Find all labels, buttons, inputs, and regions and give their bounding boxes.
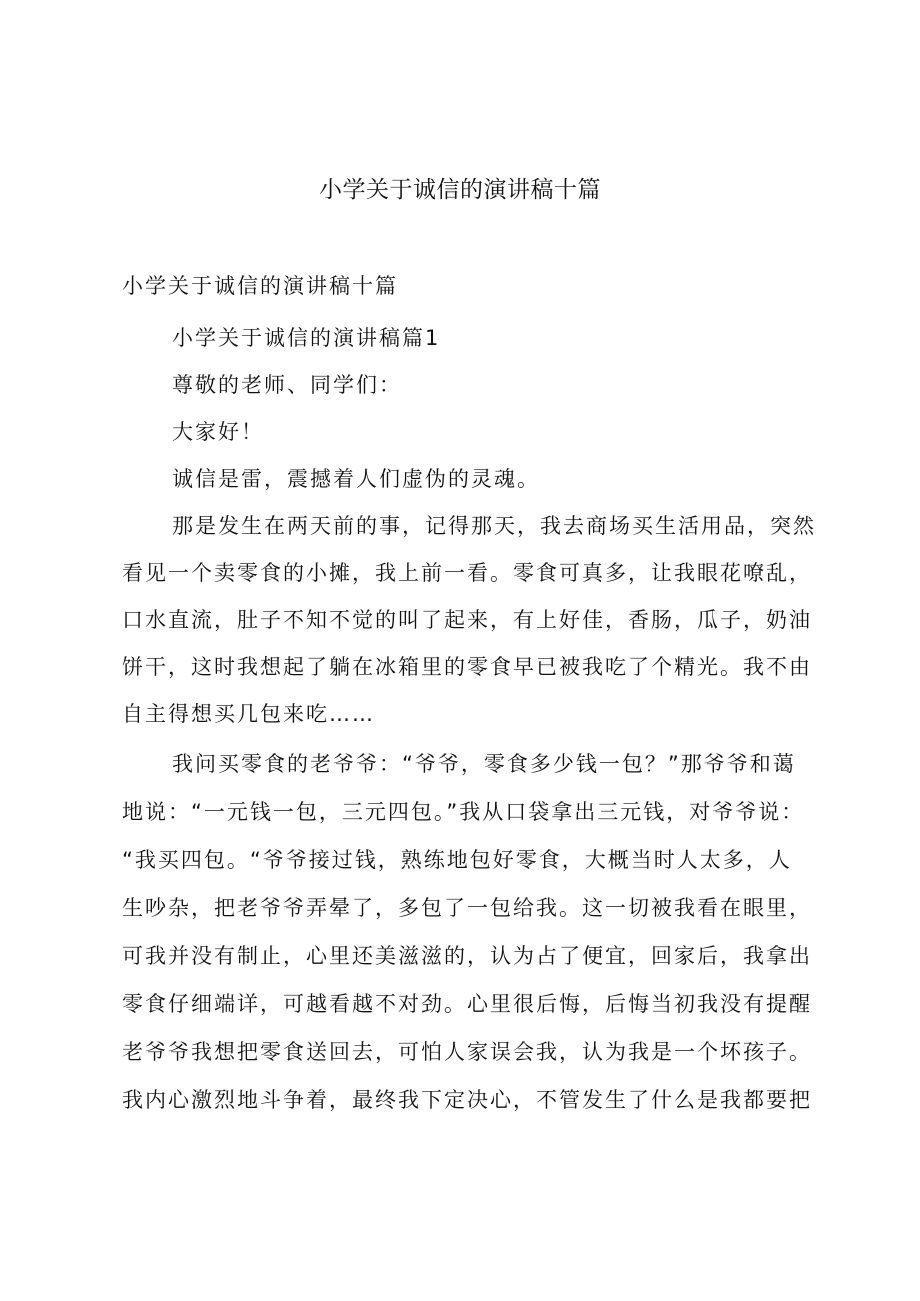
paragraph-line: 我问买零食的老爷爷：“爷爷，零食多少钱一包？”那爷爷和蔼	[172, 752, 796, 776]
paragraph-line: 我内心激烈地斗争着，最终我下定决心，不管发生了什么是我都要把	[122, 1088, 812, 1112]
paragraph-line: 可我并没有制止，心里还美滋滋的，认为占了便宜，回家后，我拿出	[122, 944, 812, 968]
document-title: 小学关于诚信的演讲稿十篇	[319, 177, 601, 203]
heading-line: 小学关于诚信的演讲稿十篇	[122, 274, 398, 298]
paragraph-line: 生吵杂，把老爷爷弄晕了，多包了一包给我。这一切被我看在眼里，	[122, 896, 812, 920]
paragraph-line: “我买四包。“爷爷接过钱，熟练地包好零食，大概当时人太多，人	[122, 848, 792, 872]
paragraph-line: 诚信是雷，震撼着人们虚伪的灵魂。	[172, 467, 540, 491]
paragraph-line: 零食仔细端详，可越看越不对劲。心里很后悔，后悔当初我没有提醒	[122, 992, 812, 1016]
paragraph-line: 口水直流，肚子不知不觉的叫了起来，有上好佳，香肠，瓜子，奶油	[122, 608, 812, 632]
paragraph-line: 老爷爷我想把零食送回去，可怕人家误会我，认为我是一个坏孩子。	[122, 1040, 812, 1064]
greeting: 大家好！	[172, 420, 264, 444]
paragraph-line: 饼干，这时我想起了躺在冰箱里的零食早已被我吃了个精光。我不由	[122, 655, 812, 679]
paragraph-line: 地说：“一元钱一包，三元四包。”我从口袋拿出三元钱，对爷爷说：	[122, 800, 805, 824]
section-heading: 小学关于诚信的演讲稿篇1	[172, 326, 441, 350]
salutation: 尊敬的老师、同学们：	[172, 373, 402, 397]
paragraph-line: 自主得想买几包来吃……	[122, 702, 375, 726]
paragraph-line: 看见一个卖零食的小摊，我上前一看。零食可真多，让我眼花嘹乱，	[122, 561, 812, 585]
paragraph-line: 那是发生在两天前的事，记得那天，我去商场买生活用品，突然	[172, 514, 816, 538]
